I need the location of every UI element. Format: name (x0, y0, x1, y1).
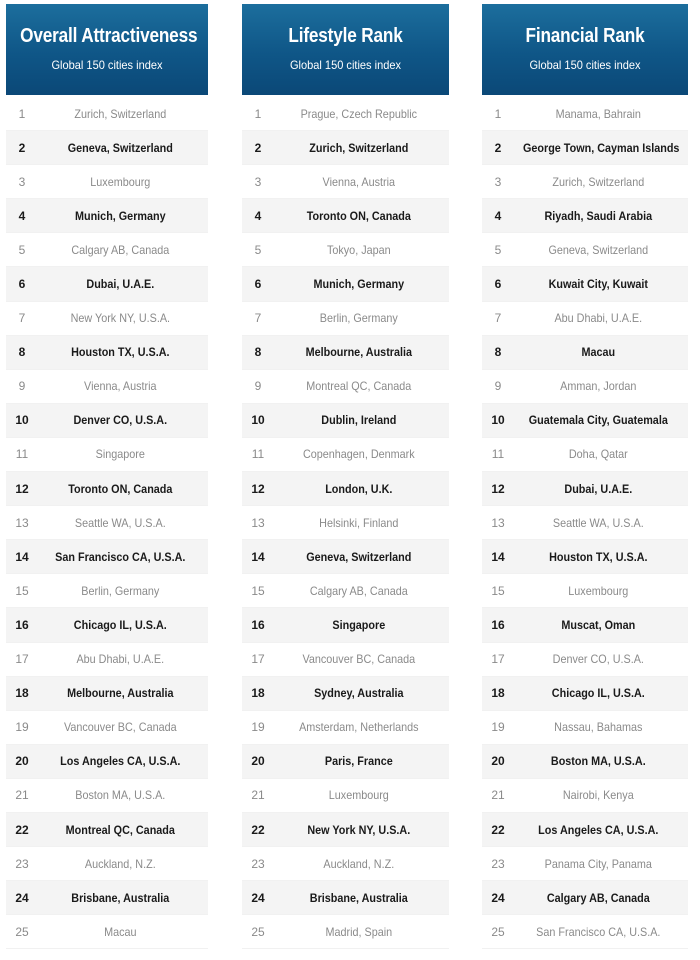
rank-cell: 4 (254, 208, 262, 223)
table-row (482, 643, 688, 677)
rank-cell: 5 (494, 242, 502, 257)
rank-cell: 10 (15, 413, 29, 428)
table-row (482, 199, 688, 233)
table-row (6, 404, 208, 438)
table-row (6, 199, 208, 233)
rank-cell: 22 (491, 822, 505, 837)
city-cell: Doha, Qatar (568, 447, 628, 462)
rank-cell: 7 (254, 311, 262, 326)
city-cell: Boston MA, U.S.A. (75, 788, 166, 803)
rank-cell: 22 (251, 822, 265, 837)
city-cell: Calgary AB, Canada (546, 890, 650, 905)
table-row (242, 506, 449, 540)
table-row (482, 472, 688, 506)
rank-cell: 7 (18, 311, 26, 326)
table-body (242, 97, 449, 949)
city-cell: Macau (104, 924, 137, 939)
table-row (482, 97, 688, 131)
city-cell: Montreal QC, Canada (306, 379, 412, 394)
table-body (6, 97, 208, 949)
table-header (6, 4, 208, 95)
table-row (6, 643, 208, 677)
city-cell: London, U.K. (325, 481, 393, 496)
rank-cell: 15 (15, 583, 29, 598)
rank-cell: 23 (15, 856, 29, 871)
table-row (6, 438, 208, 472)
city-cell: Prague, Czech Republic (300, 106, 418, 121)
table-row (242, 574, 449, 608)
rank-cell: 19 (251, 720, 265, 735)
rank-cell: 4 (18, 208, 26, 223)
city-cell: Nassau, Bahamas (554, 720, 643, 735)
city-cell: Melbourne, Australia (305, 345, 413, 360)
rank-cell: 23 (491, 856, 505, 871)
rank-cell: 2 (494, 140, 502, 155)
table-subtitle: Global 150 cities index (529, 58, 641, 72)
table-row (6, 745, 208, 779)
city-cell: Vienna, Austria (322, 174, 396, 189)
city-cell: Brisbane, Australia (71, 890, 170, 905)
rank-cell: 8 (494, 345, 502, 360)
table-row (242, 97, 449, 131)
table-row (482, 131, 688, 165)
table-row (6, 540, 208, 574)
table-row (6, 97, 208, 131)
rank-cell: 11 (15, 447, 29, 462)
city-cell: Guatemala City, Guatemala (528, 413, 668, 428)
city-cell: Luxembourg (568, 583, 629, 598)
city-cell: Zurich, Switzerland (74, 106, 167, 121)
table-row (482, 165, 688, 199)
table-row (6, 131, 208, 165)
city-cell: Geneva, Switzerland (67, 140, 173, 155)
city-cell: Vancouver BC, Canada (63, 720, 177, 735)
city-cell: Denver CO, U.S.A. (73, 413, 168, 428)
city-cell: Chicago IL, U.S.A. (551, 686, 645, 701)
rank-cell: 14 (251, 549, 265, 564)
city-cell: New York NY, U.S.A. (70, 311, 171, 326)
rank-cell: 11 (251, 447, 265, 462)
city-cell: Vienna, Austria (84, 379, 157, 394)
city-cell: Helsinki, Finland (319, 515, 399, 530)
rank-cell: 3 (18, 174, 26, 189)
table-row (482, 267, 688, 301)
table-header (482, 4, 688, 95)
city-cell: Dublin, Ireland (321, 413, 397, 428)
table-row (242, 302, 449, 336)
city-cell: Geneva, Switzerland (306, 549, 412, 564)
city-cell: Vancouver BC, Canada (302, 652, 416, 667)
rank-cell: 16 (15, 617, 29, 632)
table-row (242, 370, 449, 404)
city-cell: Zurich, Switzerland (552, 174, 645, 189)
table-row (242, 199, 449, 233)
city-cell: Auckland, N.Z. (84, 856, 156, 871)
city-cell: Riyadh, Saudi Arabia (544, 208, 653, 223)
city-cell: Calgary AB, Canada (309, 583, 408, 598)
city-cell: Denver CO, U.S.A. (552, 652, 644, 667)
rank-cell: 15 (491, 583, 505, 598)
rank-cell: 18 (15, 686, 29, 701)
table-row (242, 915, 449, 949)
table-row (242, 881, 449, 915)
rank-cell: 13 (15, 515, 29, 530)
table-row (482, 677, 688, 711)
table-row (482, 745, 688, 779)
city-cell: Luxembourg (90, 174, 151, 189)
city-cell: Montreal QC, Canada (65, 822, 175, 837)
table-row (482, 881, 688, 915)
table-row (242, 847, 449, 881)
table-row (482, 608, 688, 642)
table-row (482, 438, 688, 472)
rank-cell: 12 (251, 481, 265, 496)
rank-cell: 25 (15, 924, 29, 939)
rank-cell: 21 (15, 788, 29, 803)
table-row (242, 711, 449, 745)
table-row (6, 813, 208, 847)
city-cell: Paris, France (324, 754, 393, 769)
rank-cell: 24 (15, 890, 29, 905)
city-cell: Luxembourg (328, 788, 389, 803)
rank-cell: 16 (251, 617, 265, 632)
rank-cell: 21 (491, 788, 505, 803)
table-row (242, 233, 449, 267)
table-title: Lifestyle Rank (288, 25, 403, 47)
city-cell: Dubai, U.A.E. (86, 277, 155, 292)
table-row (242, 608, 449, 642)
table-row (6, 472, 208, 506)
city-cell: Amsterdam, Netherlands (299, 720, 419, 735)
rank-cell: 17 (251, 652, 265, 667)
rank-cell: 4 (494, 208, 502, 223)
rank-cell: 1 (18, 106, 26, 121)
city-cell: Macau (581, 345, 616, 360)
city-cell: Zurich, Switzerland (309, 140, 409, 155)
city-cell: Tokyo, Japan (326, 242, 391, 257)
rank-cell: 16 (491, 617, 505, 632)
rank-cell: 6 (18, 277, 26, 292)
table-row (482, 540, 688, 574)
rank-cell: 10 (251, 413, 265, 428)
table-row (6, 267, 208, 301)
city-cell: New York NY, U.S.A. (307, 822, 411, 837)
table-row (482, 506, 688, 540)
table-row (6, 370, 208, 404)
rank-cell: 18 (251, 686, 265, 701)
overall-attractiveness-table (6, 4, 208, 949)
table-row (482, 915, 688, 949)
rank-cell: 5 (18, 242, 26, 257)
table-row (6, 711, 208, 745)
table-title: Financial Rank (525, 25, 645, 47)
city-cell: Singapore (332, 617, 386, 632)
city-cell: Seattle WA, U.S.A. (74, 515, 166, 530)
rank-cell: 20 (251, 754, 265, 769)
table-row (482, 779, 688, 813)
table-row (482, 574, 688, 608)
rank-cell: 13 (251, 515, 265, 530)
rank-cell: 25 (251, 924, 265, 939)
city-cell: Copenhagen, Denmark (302, 447, 415, 462)
rank-cell: 20 (15, 754, 29, 769)
table-row (6, 608, 208, 642)
rank-cell: 2 (254, 140, 262, 155)
rank-cell: 13 (491, 515, 505, 530)
rank-cell: 18 (491, 686, 505, 701)
table-row (242, 131, 449, 165)
table-row (6, 881, 208, 915)
table-row (482, 302, 688, 336)
city-cell: Amman, Jordan (560, 379, 637, 394)
rank-cell: 17 (15, 652, 29, 667)
rank-cell: 25 (491, 924, 505, 939)
city-cell: Abu Dhabi, U.A.E. (76, 652, 165, 667)
city-cell: Nairobi, Kenya (562, 788, 634, 803)
table-subtitle: Global 150 cities index (51, 58, 163, 72)
financial-rank-table (482, 4, 688, 949)
city-cell: Auckland, N.Z. (323, 856, 395, 871)
rank-cell: 10 (491, 413, 505, 428)
rank-cell: 6 (254, 277, 262, 292)
table-header (242, 4, 449, 95)
city-cell: Houston TX, U.S.A. (549, 549, 648, 564)
rank-cell: 19 (15, 720, 29, 735)
table-row (242, 540, 449, 574)
rank-cell: 6 (494, 277, 502, 292)
city-cell: San Francisco CA, U.S.A. (536, 924, 661, 939)
city-cell: Melbourne, Australia (67, 686, 174, 701)
table-row (6, 847, 208, 881)
rank-cell: 14 (15, 549, 29, 564)
rank-cell: 7 (494, 311, 502, 326)
lifestyle-rank-table (242, 4, 449, 949)
city-cell: Toronto ON, Canada (68, 481, 173, 496)
rank-cell: 21 (251, 788, 265, 803)
table-row (242, 438, 449, 472)
city-cell: George Town, Cayman Islands (522, 140, 680, 155)
table-row (242, 267, 449, 301)
rank-cell: 24 (491, 890, 505, 905)
rank-cell: 20 (491, 754, 505, 769)
city-cell: Berlin, Germany (319, 311, 398, 326)
city-cell: Boston MA, U.S.A. (550, 754, 646, 769)
table-row (6, 506, 208, 540)
rank-cell: 15 (251, 583, 265, 598)
rank-cell: 2 (18, 140, 26, 155)
table-row (242, 677, 449, 711)
rank-cell: 24 (251, 890, 265, 905)
city-cell: Sydney, Australia (314, 686, 404, 701)
rank-cell: 1 (494, 106, 502, 121)
table-row (242, 165, 449, 199)
rank-cell: 9 (494, 379, 502, 394)
table-row (482, 233, 688, 267)
rank-cell: 9 (18, 379, 26, 394)
rank-cell: 11 (491, 447, 505, 462)
city-cell: Seattle WA, U.S.A. (552, 515, 644, 530)
table-row (482, 404, 688, 438)
rank-cell: 17 (491, 652, 505, 667)
table-row (482, 336, 688, 370)
city-cell: Manama, Bahrain (555, 106, 641, 121)
table-row (6, 336, 208, 370)
city-cell: Dubai, U.A.E. (564, 481, 633, 496)
table-row (242, 472, 449, 506)
rank-cell: 23 (251, 856, 265, 871)
rank-cell: 19 (491, 720, 505, 735)
table-row (6, 302, 208, 336)
rank-cell: 3 (494, 174, 502, 189)
city-cell: Abu Dhabi, U.A.E. (554, 311, 643, 326)
city-cell: Panama City, Panama (544, 856, 652, 871)
rank-cell: 8 (254, 345, 262, 360)
rank-cell: 22 (15, 822, 29, 837)
table-title: Overall Attractiveness (20, 25, 198, 47)
city-cell: Munich, Germany (74, 208, 166, 223)
city-cell: Kuwait City, Kuwait (548, 277, 648, 292)
table-row (242, 404, 449, 438)
city-cell: Madrid, Spain (325, 924, 393, 939)
city-cell: Calgary AB, Canada (71, 242, 170, 257)
table-row (242, 745, 449, 779)
table-row (6, 915, 208, 949)
rank-cell: 3 (254, 174, 262, 189)
table-subtitle: Global 150 cities index (289, 58, 402, 72)
city-cell: Los Angeles CA, U.S.A. (60, 754, 181, 769)
rank-cell: 5 (254, 242, 262, 257)
table-row (6, 233, 208, 267)
city-cell: Chicago IL, U.S.A. (73, 617, 167, 632)
city-cell: Singapore (95, 447, 145, 462)
rank-cell: 12 (491, 481, 505, 496)
table-row (482, 813, 688, 847)
city-cell: Geneva, Switzerland (548, 242, 649, 257)
table-row (6, 779, 208, 813)
table-row (242, 779, 449, 813)
table-row (482, 711, 688, 745)
rank-cell: 8 (18, 345, 26, 360)
city-cell: Houston TX, U.S.A. (71, 345, 170, 360)
city-cell: Los Angeles CA, U.S.A. (538, 822, 659, 837)
table-row (6, 165, 208, 199)
city-cell: Brisbane, Australia (309, 890, 408, 905)
table-row (242, 813, 449, 847)
table-row (242, 643, 449, 677)
rank-cell: 9 (254, 379, 262, 394)
rank-cell: 1 (254, 106, 262, 121)
rank-cell: 14 (491, 549, 505, 564)
table-row (482, 370, 688, 404)
table-row (242, 336, 449, 370)
table-row (6, 574, 208, 608)
table-row (482, 847, 688, 881)
city-cell: Toronto ON, Canada (306, 208, 411, 223)
table-row (6, 677, 208, 711)
city-cell: Munich, Germany (313, 277, 405, 292)
city-cell: Berlin, Germany (81, 583, 160, 598)
rank-cell: 12 (15, 481, 29, 496)
table-body (482, 97, 688, 949)
city-cell: Muscat, Oman (561, 617, 636, 632)
city-cell: San Francisco CA, U.S.A. (55, 549, 186, 564)
